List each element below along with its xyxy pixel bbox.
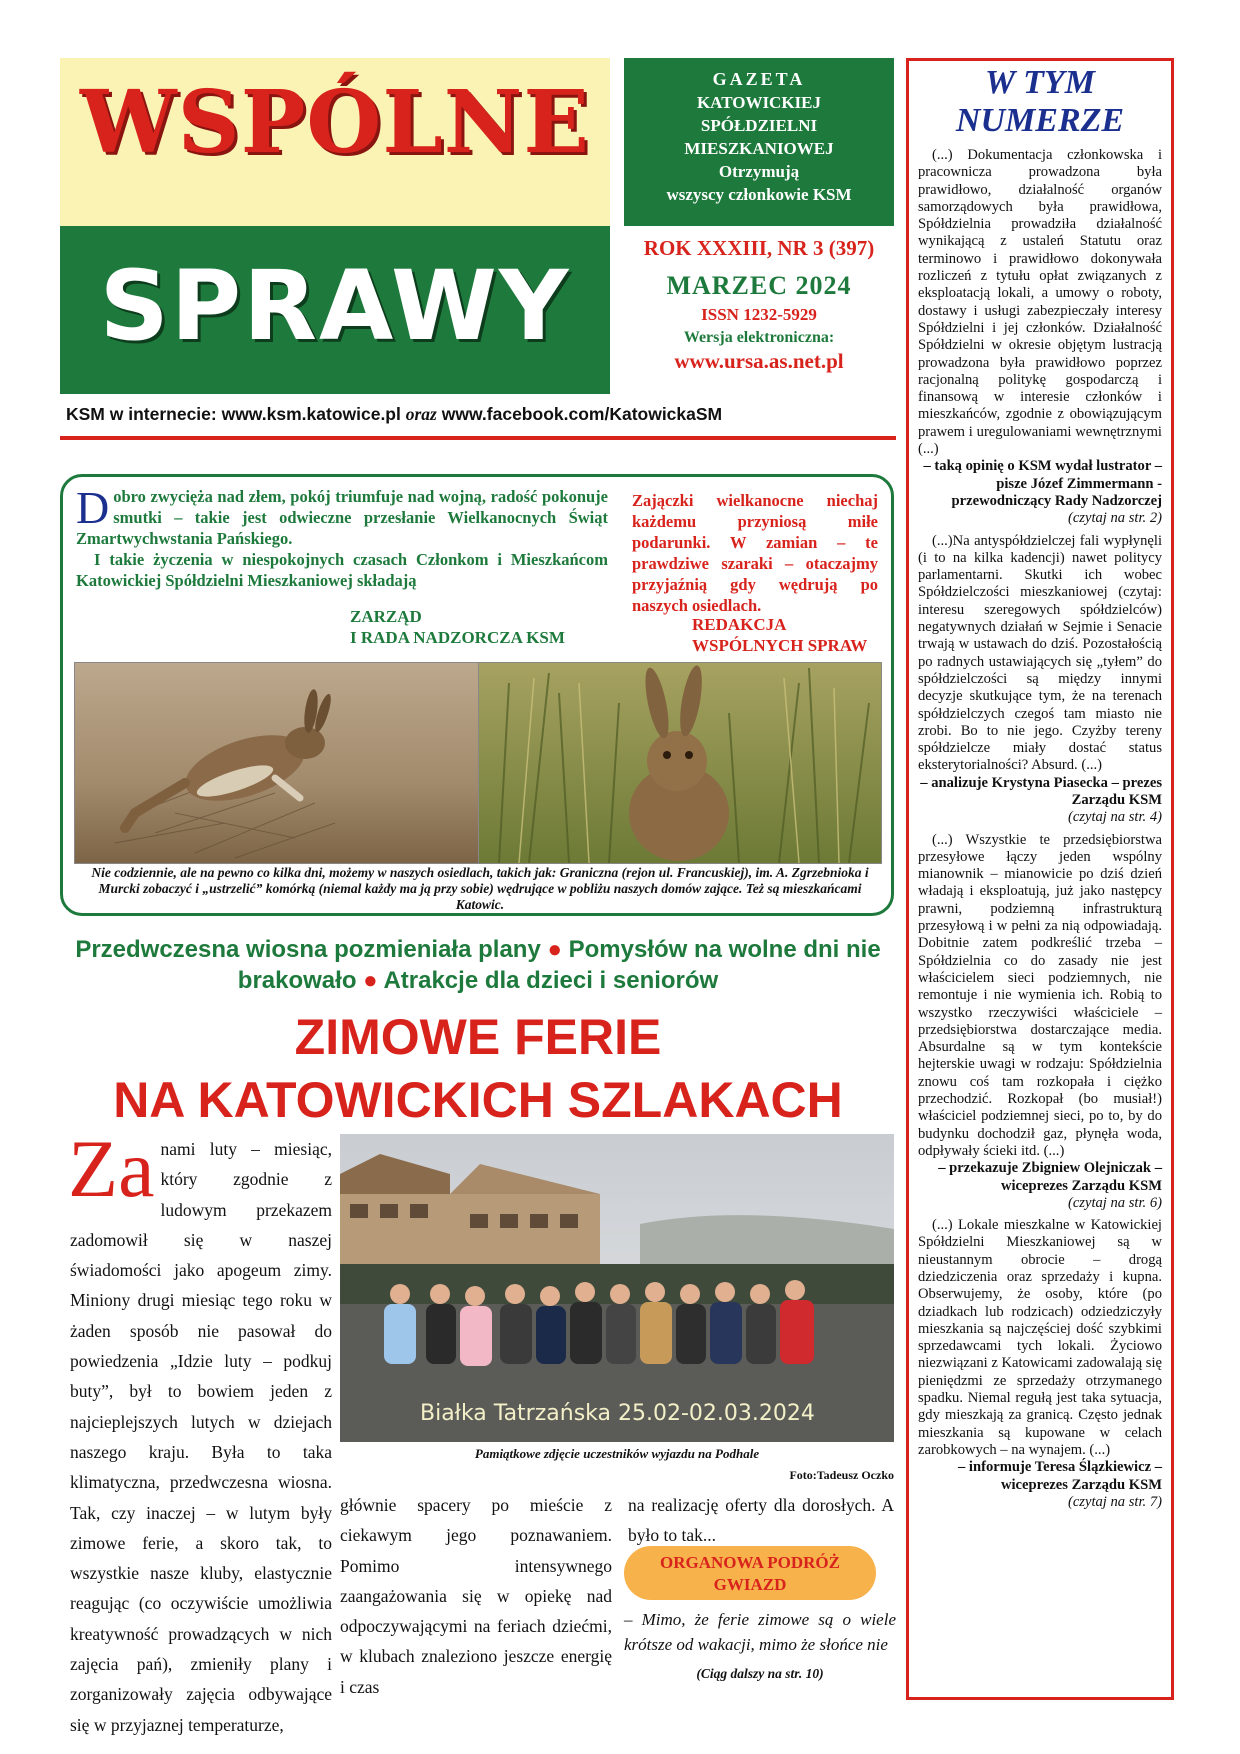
in-this-issue-list — [918, 147, 1162, 1516]
newspaper-title-line2: SPRAWY — [99, 250, 571, 362]
teaser-author: – przekazuje Zbigniew Olejniczak – wiceprezes Zarządu KSM — [938, 1160, 1162, 1194]
kicker-part: Przedwczesna wiosna pozmieniała plany — [75, 936, 541, 963]
teaser-page-ref[interactable]: (czytaj na str. 7) — [1067, 1493, 1162, 1510]
publisher-line: SPÓŁDZIELNI — [700, 116, 818, 135]
article-column-1 — [68, 1123, 332, 1740]
greeting-paragraph: obro zwycięża nad złem, pokój triumfuje nad wojną, radość pokonuje smutki – takie jest odwieczne przesłanie Wielkanocnych Świąt Zmartwychwstania Pańskiego. — [76, 487, 608, 548]
teaser-text: (...) Lokale mieszkalne w Katowickiej Spółdzielni Mieszkaniowej są w nieustannym obrocie – drogą dziedziczenia oraz sprzedaży i kupna. Obserwujemy, że osoby, które (po dziadkach lub rodzicach) odziedziczyły mieszkania są najczęściej dość szybkimi sprzedawcami tych lokali. Życiowo niezwiązani z Katowicami zadowalają się pieniędzmi ze sprzedaży otrzymanego spadku. Niemal regułą jest taka sytuacja, gdy mieszkają za granicą. Często jednak mieszkania są kupowane w celach zarobkowych – na wynajem. (...) — [918, 1217, 1162, 1458]
subheading-pill — [624, 1546, 876, 1600]
publisher-line: GAZETA — [712, 69, 806, 89]
teaser-text: (...)Na antyspółdzielczej fali wypłynęli (i to na kilka kadencji) nawet politycy parlamentarni. Skutki ich wobec Spółdzielczości mieszkaniowej (czytaj: interesu szeregowych spółdzielców) negatywnych działań w Sejmie i Senacie trwają w ustawach do dziś. Pozostałością po radnych ustawiających się „tyłem” do spółdzielczości są między innymi decyzje skutkujące tym, że na terenach spółdzielczych czegoś tam miasto nie zrobi. Bo to nie jego. Czyżby tereny spółdzielcze miały dostać status eksterytorialności? Absurd. (...) — [918, 532, 1162, 774]
publisher-box — [624, 58, 894, 226]
kicker-part: Atrakcje dla dzieci i seniorów — [383, 967, 719, 994]
teaser-author: – informuje Teresa Ślązkiewicz – wiceprezes Zarządu KSM — [957, 1459, 1162, 1493]
greeting-signature-right — [692, 614, 892, 656]
group-photo-caption: Pamiątkowe zdjęcie uczestników wyjazdu na Podhale — [474, 1446, 760, 1461]
greeting-signature-left — [350, 606, 610, 648]
bullet-icon: ● — [547, 936, 562, 963]
teaser-page-ref[interactable]: (czytaj na str. 4) — [1067, 809, 1162, 826]
issn: ISSN 1232-5929 — [701, 305, 817, 324]
issue-info — [624, 236, 894, 374]
teaser-text: (...) Dokumentacja członkowska i pracownicza prowadzona była prawidłowo, działalność organów samorządowych była prawidłowa, Spółdzielnia prowadziła działalność wynikającą z ustaleń Statutu oraz terminowo i prawidłowo dokonywała rozliczeń z tytułu opłat związanych z eksploatacją lokali, a umowy o roboty, dostawy i usługi zabezpieczały interesy Spółdzielni i jej członków. Działalność Spółdzielni w okresie objętym lustracją prowadzona była prawidłowo poprzez racjonalną politykę gospodarczą i finansową w interesie członków i mieszkańców, zgodnie z obowiązującym prawem i uregulowaniami wewnętrznymi (...) — [918, 147, 1162, 458]
pill-line: GWIAZD — [713, 1575, 787, 1594]
article-headline — [60, 1006, 896, 1132]
article-column-2: głównie spacery po mieście z ciekawym jego poznawaniem. Pomimo intensywnego zaangażowania się w opiekę nad odpoczywającymi na feriach dziećmi, w klubach znaleziono jeszcze energię i czas — [340, 1495, 612, 1697]
in-this-issue-title-line: NUMERZE — [955, 102, 1125, 139]
publisher-line: MIESZKANIOWEJ — [684, 139, 834, 158]
bullet-icon: ● — [363, 967, 378, 994]
teaser-page-ref[interactable]: (czytaj na str. 2) — [1067, 510, 1162, 527]
article-column-3-italic: – Mimo, że ferie zimowe są o wiele krótsze od wakacji, mimo że słońce nie — [624, 1610, 896, 1654]
in-this-issue-title-line: W TYM — [985, 64, 1095, 101]
article-column-3: na realizację oferty dla dorosłych. A było to tak... — [628, 1495, 894, 1546]
newspaper-title-line1: WSPÓLNE — [80, 72, 590, 173]
signature-line: WSPÓLNYCH SPRAW — [692, 636, 868, 655]
headline-line: NA KATOWICKICH SZLAKACH — [113, 1072, 843, 1128]
online-version-link[interactable]: www.ursa.as.net.pl — [674, 349, 844, 373]
internet-conjunction: oraz — [405, 404, 437, 424]
photo-credit: Foto:Tadeusz Oczko — [789, 1468, 894, 1482]
issue-number: ROK XXXIII, NR 3 (397) — [643, 236, 875, 260]
hare-photo-caption: Nie codziennie, ale na pewno co kilka dni, możemy w naszych osiedlach, takich jak: Graniczna (rejon ul. Francuskiej), im. A. Zgrzebnioka i Murcki zobaczyć i „ustrzelić” komórką (niemal każdy ma ją przy sobie) wędrujące w pobliżu naszych domów zające. Też są mieszkańcami Katowic. — [91, 865, 869, 912]
greeting-paragraph: I takie życzenia w niespokojnych czasach Członkom i Mieszkańcom Katowickiej Spółdzielni Mieszkaniowej składają — [76, 550, 608, 590]
issue-month: MARZEC 2024 — [666, 271, 852, 300]
pill-line: ORGANOWA PODRÓŻ — [660, 1553, 840, 1572]
drop-cap: D — [76, 482, 110, 533]
internet-links — [66, 404, 906, 425]
in-this-issue-title — [906, 64, 1174, 140]
online-version-label: Wersja elektroniczna: — [683, 329, 835, 346]
teaser-author: – taką opinię o KSM wydał lustrator – pisze Józef Zimmermann - przewodniczący Rady Nadzorczej — [923, 458, 1162, 509]
group-photo — [340, 1134, 894, 1442]
publisher-line: wszyscy członkowie KSM — [666, 185, 852, 204]
teaser-author: – analizuje Krystyna Piasecka – prezes Zarządu KSM — [920, 774, 1162, 808]
greeting-right-text: Zajączki wielkanocne niechaj każdemu przyniosą miłe podarunki. W zamian – te prawdziwe szaraki – otaczajmy przyjaźnią gdy wędrują po naszych osiedlach. — [632, 491, 878, 615]
kicker-part: Pomysłów na wolne dni nie brakowało — [237, 936, 881, 994]
drop-cap: Za — [68, 1123, 155, 1214]
hare-running-photo — [74, 662, 480, 864]
easter-greeting-text — [76, 482, 608, 591]
facebook-link[interactable]: www.facebook.com/KatowickaSM — [441, 404, 723, 424]
article-text: nami luty – miesiąc, który zgodnie z ludowym przekazem zadomowił się w naszej świadomości jako apogeum zimy. Miniony drugi miesiąc tego roku w żaden sposób nie pasował do powiedzenia „Idzie luty – podkuj buty”, był to bowiem jeden z najcieplejszych lutych w dziejach naszego kraju. Była to taka klimatyczna, przedwczesna wiosna. Tak, czy inaczej – w lutym były zimowe ferie, a skoro tak, to wszystkie nasze kluby, elastycznie reagując (co oczywiście umożliwia kreatywność prowadzących w nich zajęcia pań), zmieniły plany i zorganizowały zajęcia odbywające się w przyjaznej temperaturze, — [70, 1139, 332, 1735]
hare-sitting-photo — [478, 662, 882, 864]
teaser-page-ref[interactable]: (czytaj na str. 6) — [1067, 1194, 1162, 1211]
ksm-website-link[interactable]: KSM w internecie: www.ksm.katowice.pl — [66, 404, 401, 424]
publisher-line: Otrzymują — [718, 162, 800, 181]
article-kicker — [60, 934, 896, 996]
signature-line: REDAKCJA — [692, 615, 787, 634]
teaser-text: (...) Wszystkie te przedsiębiorstwa przesyłowe łączy jeden wspólny mianownik – mianowicie po dziś dzień władają i eksploatują, już jako następcy prawni, podziemną infrastrukturą przesyłową i w pełni za nią odpowiadają. Dobitnie zatem podkreślić trzeba – Spółdzielnia co do zasady nie jest właścicielem sieci podziemnych, nie remontuje i nie wymienia ich. Robią to wszystko rzeczywiści właściciele – przedsiębiorstwa dostarczające media. Absurdalne są w tym kontekście hejterskie uwagi w rodzaju: Spółdzielnia znowu coś tam rozkopała i ciężko przechodzić. Rozkopał (bo musiał!) właściciel podziemnej sieci, po to, by do budynku dochodził gaz, płynęła woda, odpływały ścieki itd. (...) — [918, 831, 1162, 1159]
signature-line: ZARZĄD — [350, 607, 422, 626]
signature-line: I RADA NADZORCZA KSM — [350, 628, 565, 647]
publisher-line: KATOWICKIEJ — [696, 93, 822, 112]
continued-on-page[interactable]: (Ciąg dalszy na str. 10) — [696, 1666, 824, 1681]
photo-overlay-text: Białka Tatrzańska 25.02-02.03.2024 — [420, 1401, 815, 1426]
headline-line: ZIMOWE FERIE — [294, 1009, 662, 1065]
masthead-divider — [60, 436, 896, 440]
